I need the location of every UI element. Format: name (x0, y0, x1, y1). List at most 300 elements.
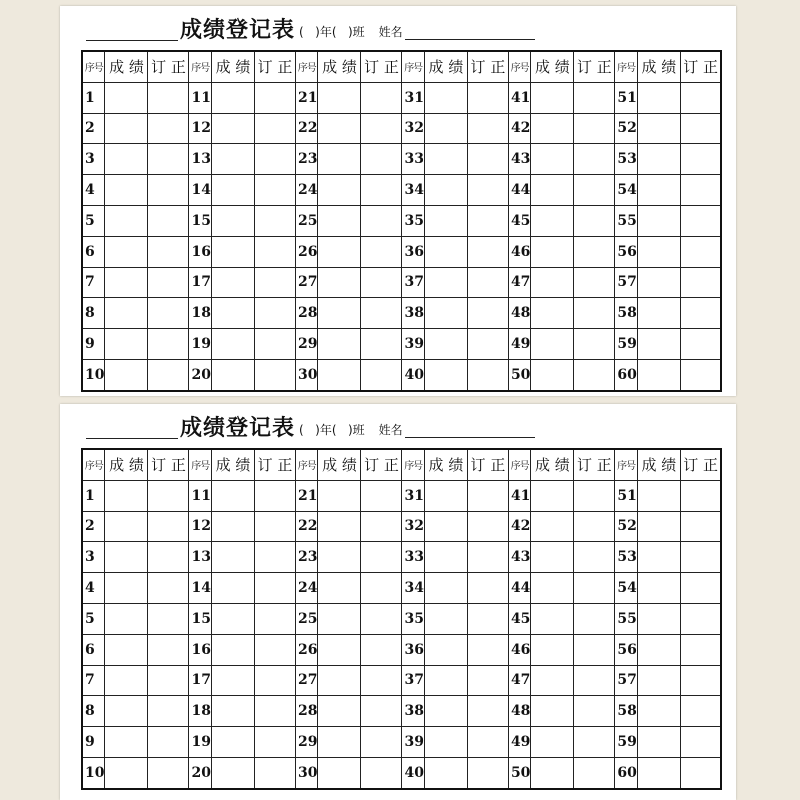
correction-cell[interactable] (574, 144, 615, 175)
correction-cell[interactable] (254, 665, 295, 696)
table-row (82, 511, 721, 542)
score-cell[interactable] (211, 757, 254, 788)
student-number: 22 (295, 113, 317, 144)
correction-cell[interactable] (361, 329, 402, 360)
blank-line-name[interactable] (405, 39, 535, 40)
score-cell[interactable] (637, 511, 680, 542)
correction-cell[interactable] (574, 205, 615, 236)
correction-cell[interactable] (148, 573, 189, 604)
score-cell[interactable] (318, 573, 361, 604)
score-cell[interactable] (318, 542, 361, 573)
table-row (82, 205, 721, 236)
correction-cell[interactable] (361, 480, 402, 511)
correction-cell[interactable] (574, 298, 615, 329)
correction-cell[interactable] (467, 757, 508, 788)
score-cell[interactable] (105, 298, 148, 329)
score-cell[interactable] (424, 144, 467, 175)
correction-cell[interactable] (148, 82, 189, 113)
score-cell[interactable] (211, 573, 254, 604)
table-row (82, 82, 721, 113)
correction-cell[interactable] (148, 236, 189, 267)
correction-cell[interactable] (680, 267, 721, 298)
score-cell[interactable] (637, 665, 680, 696)
score-cell[interactable] (318, 329, 361, 360)
score-cell[interactable] (318, 236, 361, 267)
score-cell[interactable] (531, 329, 574, 360)
correction-cell[interactable] (680, 175, 721, 206)
column-header-correction: 订 正 (574, 51, 615, 82)
correction-cell[interactable] (574, 480, 615, 511)
score-cell[interactable] (531, 82, 574, 113)
score-cell[interactable] (637, 236, 680, 267)
student-number: 7 (82, 665, 105, 696)
correction-cell[interactable] (361, 359, 402, 390)
correction-cell[interactable] (148, 298, 189, 329)
correction-cell[interactable] (680, 727, 721, 758)
correction-cell[interactable] (467, 480, 508, 511)
score-cell[interactable] (637, 82, 680, 113)
score-cell[interactable] (531, 205, 574, 236)
score-cell[interactable] (637, 757, 680, 788)
column-header-score: 成 绩 (318, 51, 361, 82)
sheet-title: 成绩登记表 (180, 18, 296, 43)
score-cell[interactable] (424, 267, 467, 298)
score-cell[interactable] (211, 205, 254, 236)
score-cell[interactable] (105, 634, 148, 665)
score-cell[interactable] (424, 757, 467, 788)
score-cell[interactable] (424, 665, 467, 696)
score-cell[interactable] (211, 236, 254, 267)
score-cell[interactable] (211, 665, 254, 696)
correction-cell[interactable] (254, 82, 295, 113)
score-cell[interactable] (637, 329, 680, 360)
correction-cell[interactable] (467, 298, 508, 329)
correction-cell[interactable] (361, 542, 402, 573)
correction-cell[interactable] (254, 480, 295, 511)
score-cell[interactable] (105, 236, 148, 267)
score-cell[interactable] (211, 634, 254, 665)
correction-cell[interactable] (254, 634, 295, 665)
blank-line-subject[interactable] (86, 40, 178, 41)
correction-cell[interactable] (680, 696, 721, 727)
score-cell[interactable] (318, 696, 361, 727)
correction-cell[interactable] (148, 175, 189, 206)
score-cell[interactable] (637, 205, 680, 236)
score-cell[interactable] (211, 480, 254, 511)
score-cell[interactable] (105, 329, 148, 360)
correction-cell[interactable] (680, 236, 721, 267)
student-number: 59 (615, 329, 637, 360)
correction-cell[interactable] (361, 267, 402, 298)
correction-cell[interactable] (361, 236, 402, 267)
student-number: 14 (189, 573, 211, 604)
correction-cell[interactable] (148, 634, 189, 665)
correction-cell[interactable] (361, 727, 402, 758)
correction-cell[interactable] (574, 511, 615, 542)
student-number: 4 (82, 573, 105, 604)
correction-cell[interactable] (148, 267, 189, 298)
score-cell[interactable] (424, 113, 467, 144)
score-cell[interactable] (105, 603, 148, 634)
score-cell[interactable] (318, 144, 361, 175)
score-cell[interactable] (211, 359, 254, 390)
student-number: 44 (508, 175, 530, 206)
score-cell[interactable] (637, 696, 680, 727)
student-number: 50 (508, 757, 530, 788)
column-header-correction: 订 正 (254, 51, 295, 82)
score-cell[interactable] (105, 573, 148, 604)
score-cell[interactable] (211, 144, 254, 175)
correction-cell[interactable] (680, 329, 721, 360)
score-cell[interactable] (211, 113, 254, 144)
correction-cell[interactable] (680, 603, 721, 634)
score-cell[interactable] (318, 757, 361, 788)
table-row (82, 267, 721, 298)
score-cell[interactable] (531, 757, 574, 788)
blank-line-subject[interactable] (86, 438, 178, 439)
correction-cell[interactable] (361, 175, 402, 206)
correction-cell[interactable] (467, 727, 508, 758)
correction-cell[interactable] (574, 82, 615, 113)
score-cell[interactable] (531, 573, 574, 604)
table-row (82, 329, 721, 360)
correction-cell[interactable] (254, 329, 295, 360)
column-header-score: 成 绩 (211, 51, 254, 82)
score-cell[interactable] (424, 82, 467, 113)
correction-cell[interactable] (254, 696, 295, 727)
score-cell[interactable] (424, 573, 467, 604)
score-cell[interactable] (105, 665, 148, 696)
score-cell[interactable] (211, 267, 254, 298)
correction-cell[interactable] (680, 634, 721, 665)
correction-cell[interactable] (361, 573, 402, 604)
student-number: 13 (189, 542, 211, 573)
column-header-correction: 订 正 (148, 449, 189, 480)
grade-table (81, 448, 722, 790)
score-cell[interactable] (531, 603, 574, 634)
score-cell[interactable] (211, 82, 254, 113)
score-cell[interactable] (531, 542, 574, 573)
score-cell[interactable] (105, 359, 148, 390)
student-number: 45 (508, 205, 530, 236)
score-cell[interactable] (424, 634, 467, 665)
correction-cell[interactable] (254, 267, 295, 298)
score-cell[interactable] (531, 236, 574, 267)
correction-cell[interactable] (467, 665, 508, 696)
correction-cell[interactable] (467, 511, 508, 542)
score-cell[interactable] (105, 480, 148, 511)
correction-cell[interactable] (148, 329, 189, 360)
correction-cell[interactable] (467, 236, 508, 267)
correction-cell[interactable] (680, 511, 721, 542)
correction-cell[interactable] (361, 696, 402, 727)
score-cell[interactable] (105, 696, 148, 727)
correction-cell[interactable] (254, 175, 295, 206)
correction-cell[interactable] (254, 236, 295, 267)
correction-cell[interactable] (574, 113, 615, 144)
student-number: 56 (615, 236, 637, 267)
student-number: 16 (189, 634, 211, 665)
student-number: 40 (402, 359, 424, 390)
correction-cell[interactable] (680, 573, 721, 604)
correction-cell[interactable] (574, 236, 615, 267)
correction-cell[interactable] (467, 359, 508, 390)
student-number: 47 (508, 267, 530, 298)
correction-cell[interactable] (361, 634, 402, 665)
score-cell[interactable] (531, 113, 574, 144)
score-cell[interactable] (105, 757, 148, 788)
correction-cell[interactable] (148, 205, 189, 236)
score-cell[interactable] (531, 298, 574, 329)
correction-cell[interactable] (254, 511, 295, 542)
score-cell[interactable] (637, 359, 680, 390)
score-cell[interactable] (637, 542, 680, 573)
correction-cell[interactable] (680, 542, 721, 573)
score-cell[interactable] (637, 267, 680, 298)
student-number: 48 (508, 298, 530, 329)
correction-cell[interactable] (467, 175, 508, 206)
correction-cell[interactable] (148, 665, 189, 696)
score-cell[interactable] (531, 359, 574, 390)
score-cell[interactable] (211, 696, 254, 727)
correction-cell[interactable] (148, 480, 189, 511)
correction-cell[interactable] (361, 82, 402, 113)
score-cell[interactable] (637, 573, 680, 604)
student-number: 8 (82, 696, 105, 727)
student-number: 30 (295, 757, 317, 788)
score-cell[interactable] (424, 603, 467, 634)
correction-cell[interactable] (148, 359, 189, 390)
correction-cell[interactable] (680, 144, 721, 175)
student-number: 40 (402, 757, 424, 788)
score-cell[interactable] (318, 113, 361, 144)
student-number: 1 (82, 82, 105, 113)
score-cell[interactable] (424, 298, 467, 329)
student-number: 60 (615, 359, 637, 390)
correction-cell[interactable] (467, 267, 508, 298)
score-cell[interactable] (637, 144, 680, 175)
correction-cell[interactable] (254, 603, 295, 634)
correction-cell[interactable] (148, 511, 189, 542)
correction-cell[interactable] (574, 603, 615, 634)
correction-cell[interactable] (254, 298, 295, 329)
score-cell[interactable] (637, 634, 680, 665)
correction-cell[interactable] (254, 542, 295, 573)
correction-cell[interactable] (361, 113, 402, 144)
correction-cell[interactable] (254, 727, 295, 758)
correction-cell[interactable] (574, 634, 615, 665)
score-cell[interactable] (318, 267, 361, 298)
score-cell[interactable] (531, 144, 574, 175)
correction-cell[interactable] (361, 511, 402, 542)
correction-cell[interactable] (361, 205, 402, 236)
correction-cell[interactable] (680, 665, 721, 696)
student-number: 29 (295, 329, 317, 360)
score-cell[interactable] (531, 175, 574, 206)
correction-cell[interactable] (148, 542, 189, 573)
score-cell[interactable] (318, 727, 361, 758)
correction-cell[interactable] (467, 603, 508, 634)
table-row (82, 236, 721, 267)
score-cell[interactable] (531, 634, 574, 665)
student-number: 17 (189, 267, 211, 298)
correction-cell[interactable] (574, 727, 615, 758)
score-cell[interactable] (318, 665, 361, 696)
score-cell[interactable] (318, 603, 361, 634)
column-header-no: 序号 (82, 449, 105, 480)
student-number: 55 (615, 603, 637, 634)
score-cell[interactable] (211, 511, 254, 542)
correction-cell[interactable] (680, 205, 721, 236)
class-year-field: ( )年( )班 (299, 25, 365, 39)
score-cell[interactable] (105, 175, 148, 206)
correction-cell[interactable] (467, 82, 508, 113)
correction-cell[interactable] (361, 603, 402, 634)
score-cell[interactable] (318, 205, 361, 236)
score-cell[interactable] (105, 144, 148, 175)
score-cell[interactable] (211, 329, 254, 360)
score-cell[interactable] (318, 359, 361, 390)
score-cell[interactable] (318, 511, 361, 542)
score-cell[interactable] (424, 205, 467, 236)
correction-cell[interactable] (148, 144, 189, 175)
column-header-correction: 订 正 (574, 449, 615, 480)
score-cell[interactable] (424, 236, 467, 267)
correction-cell[interactable] (254, 573, 295, 604)
correction-cell[interactable] (148, 696, 189, 727)
correction-cell[interactable] (254, 757, 295, 788)
score-cell[interactable] (424, 480, 467, 511)
student-number: 9 (82, 727, 105, 758)
student-number: 1 (82, 480, 105, 511)
score-cell[interactable] (105, 267, 148, 298)
score-cell[interactable] (424, 329, 467, 360)
correction-cell[interactable] (361, 298, 402, 329)
correction-cell[interactable] (361, 144, 402, 175)
score-cell[interactable] (531, 267, 574, 298)
score-cell[interactable] (318, 298, 361, 329)
correction-cell[interactable] (574, 175, 615, 206)
score-cell[interactable] (531, 727, 574, 758)
score-cell[interactable] (424, 727, 467, 758)
column-header-correction: 订 正 (361, 51, 402, 82)
correction-cell[interactable] (680, 113, 721, 144)
score-cell[interactable] (424, 511, 467, 542)
correction-cell[interactable] (574, 329, 615, 360)
table-row (82, 665, 721, 696)
correction-cell[interactable] (574, 267, 615, 298)
score-cell[interactable] (424, 359, 467, 390)
score-cell[interactable] (318, 634, 361, 665)
correction-cell[interactable] (254, 144, 295, 175)
correction-cell[interactable] (467, 144, 508, 175)
correction-cell[interactable] (467, 542, 508, 573)
grade-sheet-top (60, 6, 736, 396)
score-cell[interactable] (318, 175, 361, 206)
score-cell[interactable] (637, 298, 680, 329)
correction-cell[interactable] (254, 113, 295, 144)
student-number: 55 (615, 205, 637, 236)
correction-cell[interactable] (680, 298, 721, 329)
student-number: 53 (615, 542, 637, 573)
score-cell[interactable] (531, 696, 574, 727)
score-cell[interactable] (637, 480, 680, 511)
correction-cell[interactable] (148, 727, 189, 758)
column-header-no: 序号 (402, 51, 424, 82)
student-number: 11 (189, 82, 211, 113)
correction-cell[interactable] (361, 757, 402, 788)
column-header-no: 序号 (508, 51, 530, 82)
correction-cell[interactable] (680, 480, 721, 511)
student-number: 18 (189, 696, 211, 727)
correction-cell[interactable] (574, 359, 615, 390)
blank-line-name[interactable] (405, 437, 535, 438)
score-cell[interactable] (424, 175, 467, 206)
score-cell[interactable] (211, 727, 254, 758)
score-cell[interactable] (424, 542, 467, 573)
score-cell[interactable] (105, 82, 148, 113)
correction-cell[interactable] (680, 82, 721, 113)
correction-cell[interactable] (467, 329, 508, 360)
correction-cell[interactable] (680, 359, 721, 390)
student-number: 7 (82, 267, 105, 298)
score-cell[interactable] (637, 113, 680, 144)
column-header-correction: 订 正 (467, 51, 508, 82)
score-cell[interactable] (424, 696, 467, 727)
correction-cell[interactable] (467, 113, 508, 144)
score-cell[interactable] (105, 727, 148, 758)
score-cell[interactable] (318, 480, 361, 511)
correction-cell[interactable] (574, 757, 615, 788)
score-cell[interactable] (637, 727, 680, 758)
score-cell[interactable] (105, 113, 148, 144)
correction-cell[interactable] (467, 696, 508, 727)
correction-cell[interactable] (574, 573, 615, 604)
score-cell[interactable] (105, 542, 148, 573)
score-cell[interactable] (211, 298, 254, 329)
table-row (82, 359, 721, 390)
student-number: 33 (402, 144, 424, 175)
score-cell[interactable] (105, 511, 148, 542)
correction-cell[interactable] (148, 113, 189, 144)
correction-cell[interactable] (680, 757, 721, 788)
correction-cell[interactable] (148, 757, 189, 788)
score-cell[interactable] (637, 603, 680, 634)
correction-cell[interactable] (467, 573, 508, 604)
correction-cell[interactable] (574, 542, 615, 573)
score-cell[interactable] (211, 175, 254, 206)
correction-cell[interactable] (467, 634, 508, 665)
score-cell[interactable] (318, 82, 361, 113)
correction-cell[interactable] (254, 359, 295, 390)
score-cell[interactable] (531, 511, 574, 542)
score-cell[interactable] (637, 175, 680, 206)
correction-cell[interactable] (361, 665, 402, 696)
score-cell[interactable] (531, 480, 574, 511)
correction-cell[interactable] (467, 205, 508, 236)
correction-cell[interactable] (254, 205, 295, 236)
score-cell[interactable] (531, 665, 574, 696)
score-cell[interactable] (211, 603, 254, 634)
student-number: 32 (402, 511, 424, 542)
score-cell[interactable] (105, 205, 148, 236)
correction-cell[interactable] (148, 603, 189, 634)
student-number: 30 (295, 359, 317, 390)
score-cell[interactable] (211, 542, 254, 573)
correction-cell[interactable] (574, 696, 615, 727)
student-number: 6 (82, 236, 105, 267)
correction-cell[interactable] (574, 665, 615, 696)
